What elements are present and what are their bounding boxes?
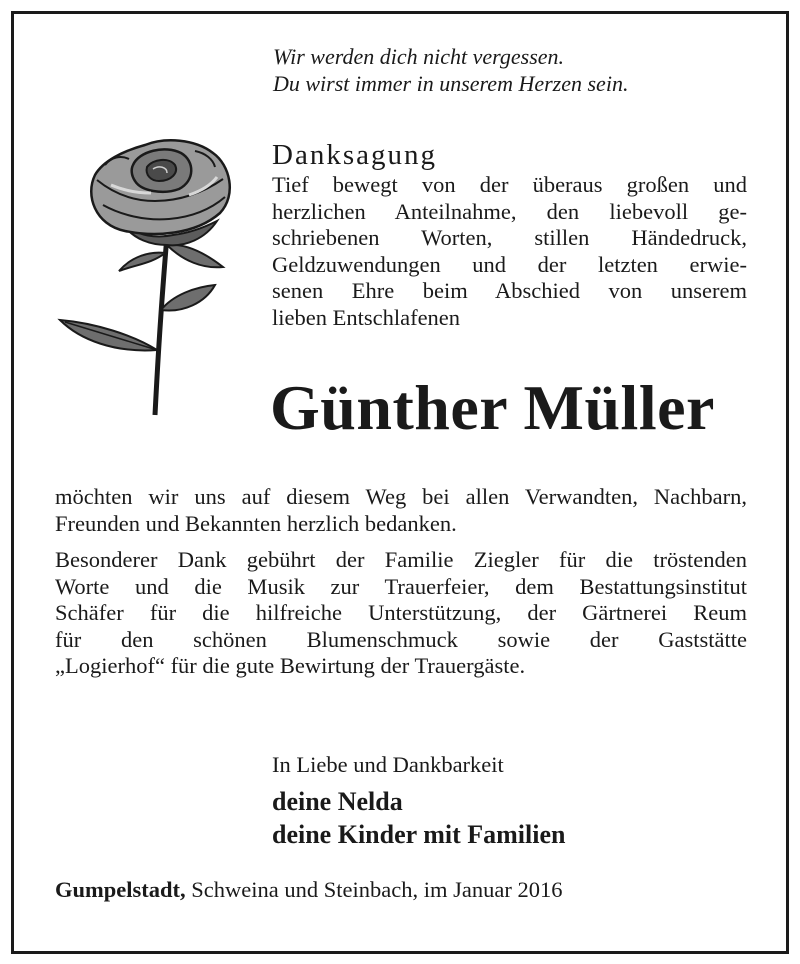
thanks-line: Freunden und Bekannten herzlich bedanken. [55, 510, 457, 536]
intro-line: lieben Entschlafenen [272, 304, 461, 330]
special-thanks-line: für den schönen Blumenschmuck sowie der Gaststätte [55, 626, 747, 652]
intro-line: Geldzuwendungen und der letzten erwie- [272, 251, 747, 277]
intro-line: herzlichen Anteilnahme, den liebevoll ge- [272, 198, 747, 224]
signature-intro: In Liebe und Dankbarkeit [272, 752, 504, 777]
signature-line-1: deine Nelda [272, 787, 403, 816]
special-thanks-line: Besonderer Dank gebührt der Familie Ziegler für die tröstenden [55, 547, 747, 572]
special-thanks-line: Schäfer für die hilfreiche Unterstützung, der Gärtnerei Reum [55, 600, 747, 625]
signature-line-2: deine Kinder mit Familien [272, 820, 566, 849]
intro-line: schriebenen Worten, stillen Händedruck, [272, 225, 747, 250]
rose-icon [55, 135, 240, 420]
deceased-name: Günther Müller [270, 372, 715, 443]
place-and-date [55, 876, 562, 904]
thanks-line: möchten wir uns auf diesem Weg bei allen Verwandten, Nachbarn, [55, 484, 747, 509]
place-rest: Schweina und Steinbach, im Januar 2016 [185, 877, 563, 902]
intro-line: Tief bewegt von der überaus großen und [272, 172, 747, 197]
motto [273, 43, 628, 96]
motto-line-2: Du wirst immer in unserem Herzen sein. [273, 70, 629, 96]
intro-paragraph [272, 172, 747, 331]
thanks-paragraph [55, 484, 747, 537]
special-thanks-line: „Logierhof“ für die gute Bewirtung der Trauergäste. [55, 653, 526, 678]
place-main: Gumpelstadt, [55, 877, 186, 902]
special-thanks-line: Worte und die Musik zur Trauerfeier, dem Bestattungsinstitut [55, 573, 747, 599]
special-thanks-paragraph [55, 547, 747, 680]
motto-line-1: Wir werden dich nicht vergessen. [273, 44, 565, 69]
intro-line: senen Ehre beim Abschied von unserem [272, 278, 747, 303]
heading-danksagung: Danksagung [272, 139, 437, 171]
